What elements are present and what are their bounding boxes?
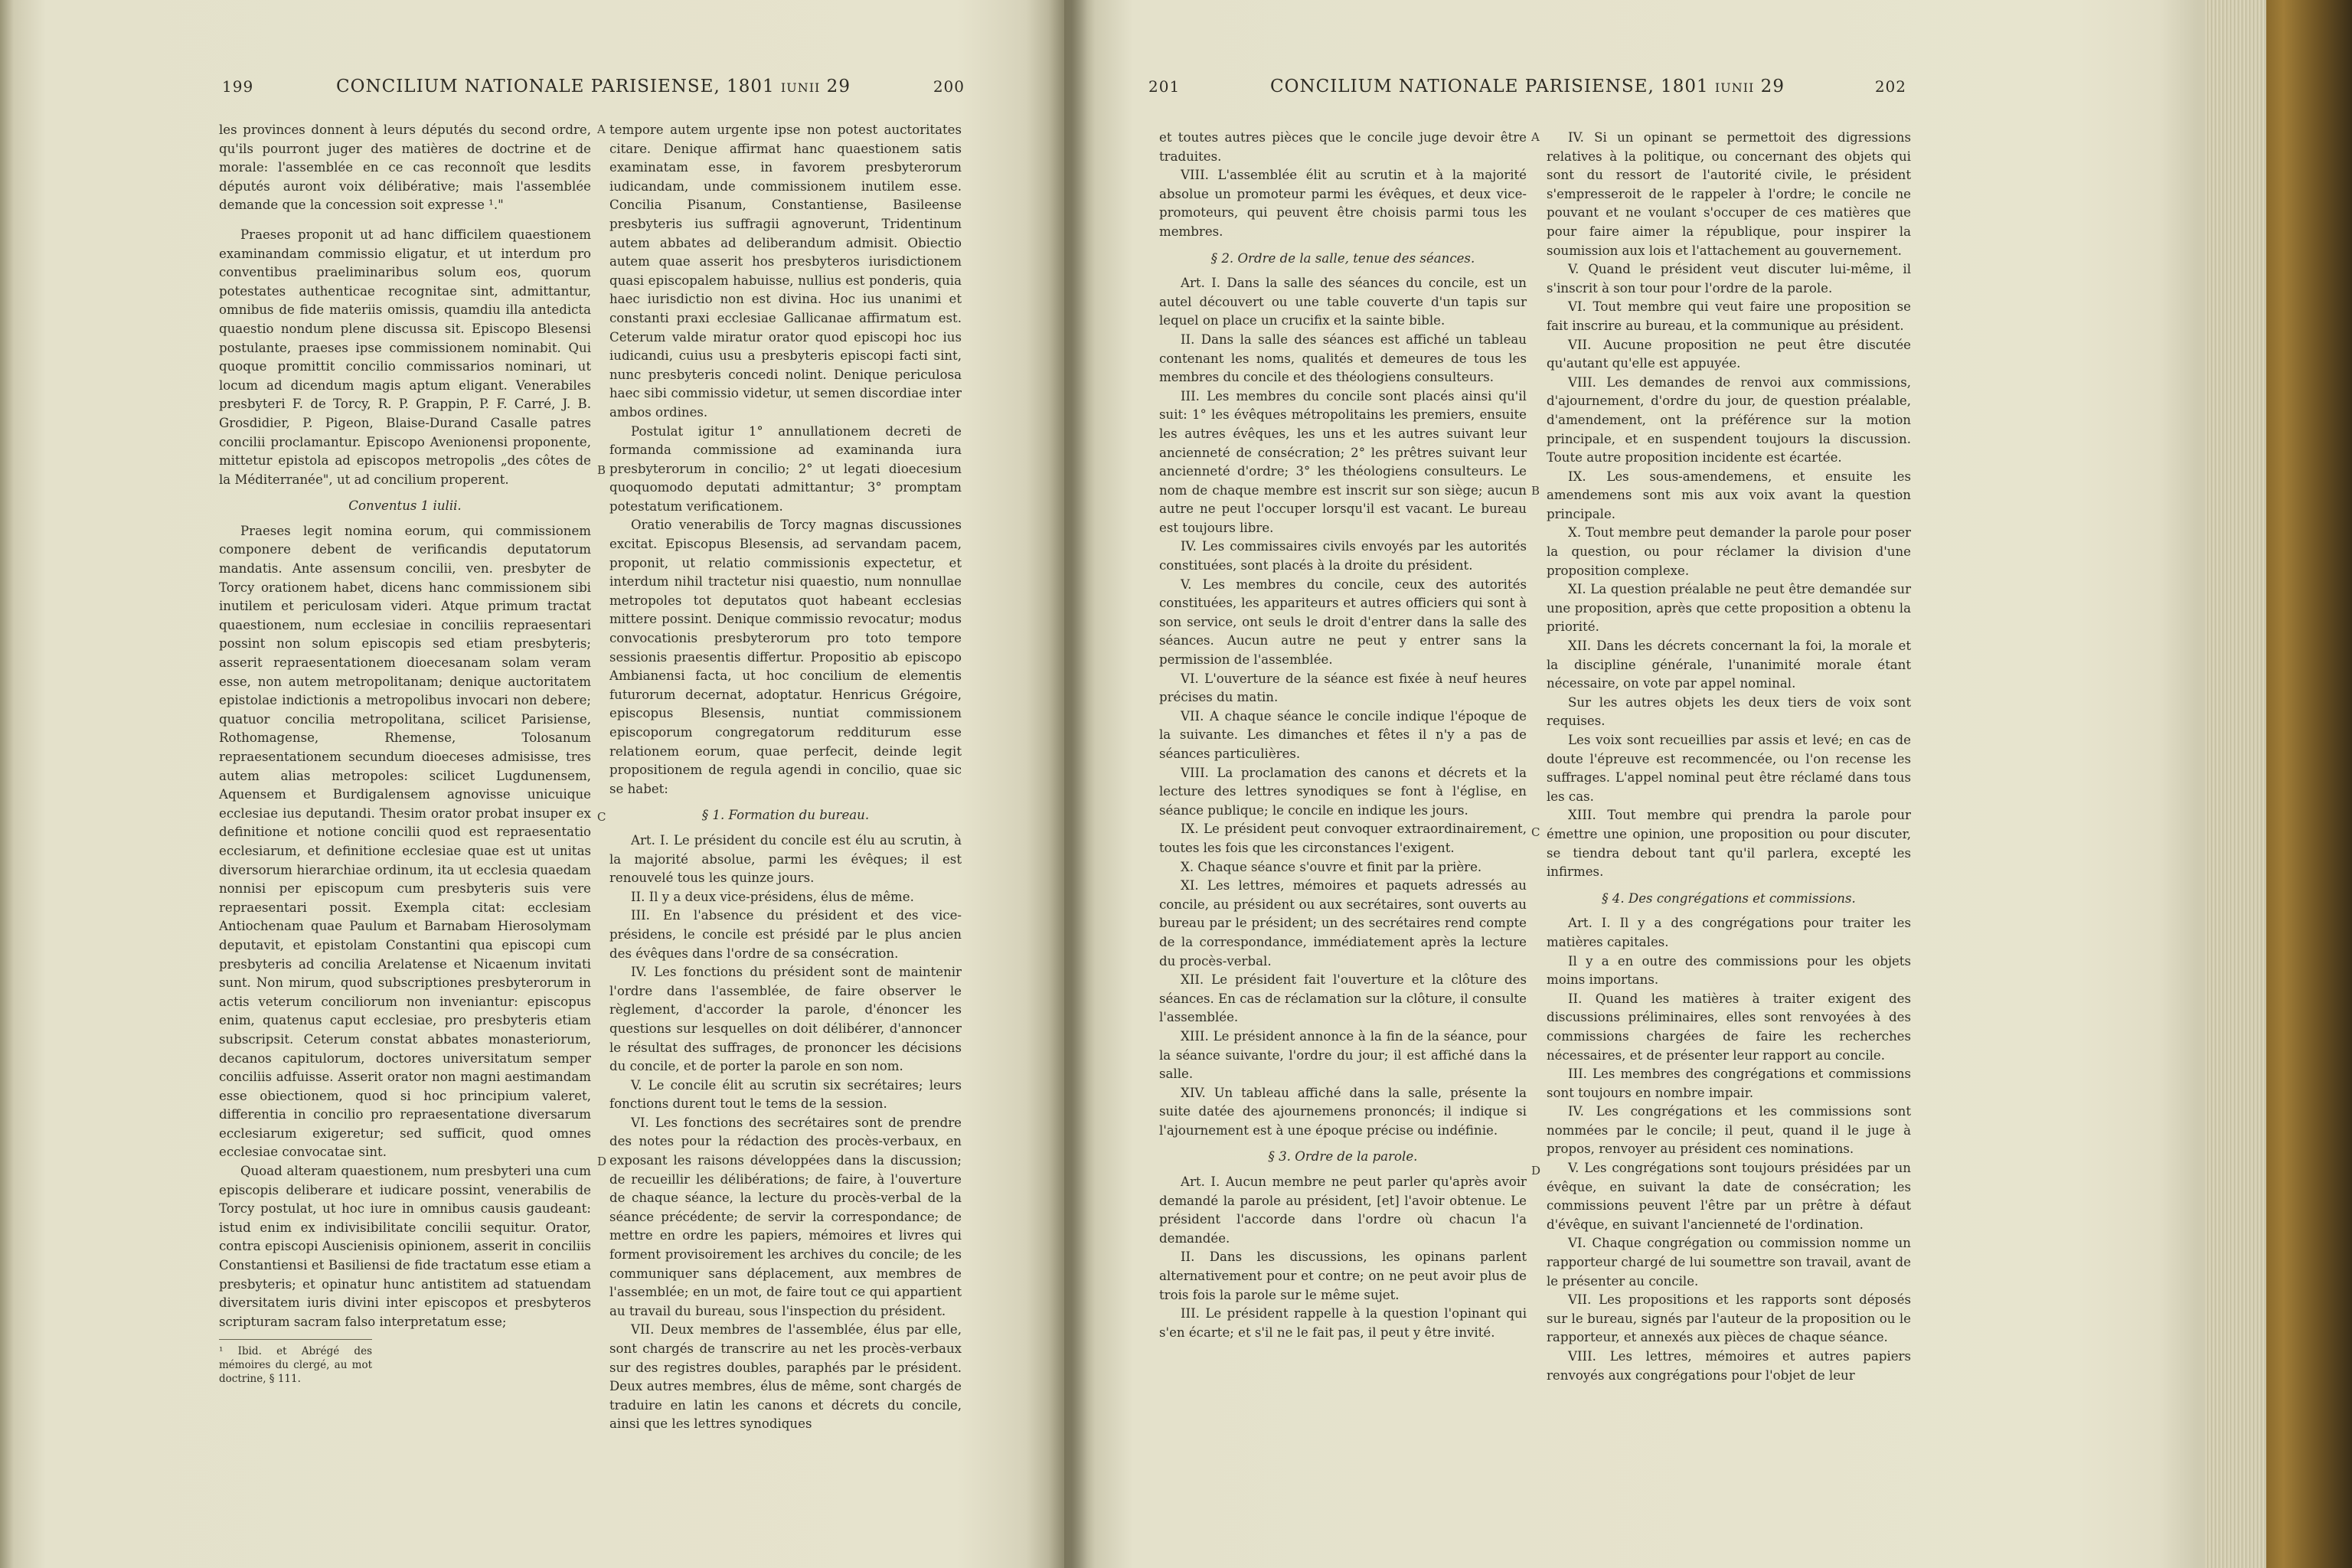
paragraph: X. Tout membre peut demander la parole pour poser la question, ou pour réclamer la division d'une proposition complexe. bbox=[1547, 525, 1911, 578]
paragraph: VII. A chaque séance le concile indique l'époque de la suivante. Les dimanches et fêtes il n'y a pas de séances particulières. bbox=[1159, 708, 1527, 761]
page-number-201: 201 bbox=[1148, 77, 1181, 96]
margin-letter-c: C bbox=[597, 810, 606, 824]
paragraph: XII. Dans les décrets concernant la foi, la morale et la discipline générale, l'unanimité morale étant nécessaire, on vote par appel nominal. bbox=[1547, 639, 1911, 691]
paragraph: II. Quand les matières à traiter exigent des discussions préliminaires, elles sont renvoyées à des commissions chargées de faire les recherches nécessaires, et de présenter leur rapport au concile. bbox=[1547, 991, 1911, 1063]
paragraph: Sur les autres objets les deux tiers de voix sont requises. bbox=[1547, 694, 1911, 729]
paragraph: III. Les membres du concile sont placés ainsi qu'il suit: 1° les évêques métropolitains les premiers, ensuite les autres évêques, les uns et les autres suivant leur ancienneté de consécration; 2° les prêtres suivant leur ancienneté d'ordre; 3° les théologiens consulteurs. Le nom de chaque membre est inscrit sur son siège; aucun autre ne peut l'occuper lorsqu'il est vacant. Le bureau est toujours libre. bbox=[1159, 388, 1527, 535]
paragraph: VIII. Les demandes de renvoi aux commissions, d'ajournement, d'ordre du jour, de question préalable, d'amendement, ont la préférence sur la motion principale, et en suspendent toujours la discussion. Toute autre proposition incidente est écartée. bbox=[1547, 374, 1911, 466]
section-heading: § 2. Ordre de la salle, tenue des séances. bbox=[1210, 250, 1475, 266]
left-page-column-2 bbox=[609, 121, 962, 1434]
paragraph: VI. Chaque congrégation ou commission nomme un rapporteur chargé de lui soumettre son travail, avant de le présenter au concile. bbox=[1547, 1236, 1911, 1289]
right-page-header bbox=[1148, 77, 1906, 107]
paragraph: VIII. La proclamation des canons et décrets et la lecture des lettres synodiques se font à l'église, en séance publique; le concile en indique les jours. bbox=[1159, 765, 1527, 818]
left-page-header bbox=[222, 77, 965, 107]
paragraph: XIII. Tout membre qui prendra la parole pour émettre une opinion, une proposition ou pour discuter, se tiendra debout tant qu'il parlera, excepté les infirmes. bbox=[1547, 808, 1911, 880]
paragraph: Praeses proponit ut ad hanc difficilem quaestionem examinandam commissio eligatur, et ut interdum pro conventibus praeliminaribus solum eos, quorum potestates authenticae recognitae sint, admittantur, omnibus de fide materiis omissis, quamdiu illa antedicta quaestio nondum plene discussa sit. Episcopo Blesensi postulante, praeses ipse commissionem nominabit. Qui quoque promittit concilio commissarios nominari, ut locum ad dicendum magis aptum eligant. Venerabiles presbyteri F. de Torcy, R. P. Grappin, P. F. Carré, J. B. Grosdidier, P. Pigeon, Blaise-Durand Casalle patres concilii proclamantur. Episcopo Avenionensi proponente, mittetur epistola ad episcopos metropolis „des côtes de la Méditerranée", ut ad concilium properent. bbox=[219, 227, 591, 487]
paragraph: VIII. L'assemblée élit au scrutin et à la majorité absolue un promoteur parmi les évêques, et deux vice-promoteurs, qui peuvent être choisis parmi tous les membres. bbox=[1159, 168, 1527, 239]
paragraph: VI. Tout membre qui veut faire une proposition se fait inscrire au bureau, et la communique au président. bbox=[1547, 299, 1911, 333]
paragraph: XII. Le président fait l'ouverture et la clôture des séances. En cas de réclamation sur la clôture, il consulte l'assemblée. bbox=[1159, 972, 1527, 1025]
paragraph: V. Quand le président veut discuter lui-même, il s'inscrit à son tour pour l'ordre de la parole. bbox=[1547, 262, 1911, 296]
paragraph: IX. Les sous-amendemens, et ensuite les amendemens sont mis aux voix avant la question principale. bbox=[1547, 469, 1911, 521]
paragraph: II. Dans les discussions, les opinans parlent alternativement pour et contre; on ne peut avoir plus de trois fois la parole sur le même sujet. bbox=[1159, 1250, 1527, 1302]
margin-letter-b: B bbox=[1531, 484, 1540, 498]
margin-letter-a: A bbox=[597, 122, 606, 136]
paragraph: V. Les congrégations sont toujours présidées par un évêque, en suivant la date de consécration; les commissions peuvent l'être par un prêtre à défaut d'évêque, en suivant l'ancienneté de l'ordination. bbox=[1547, 1161, 1911, 1232]
paragraph: II. Il y a deux vice-présidens, élus de même. bbox=[631, 889, 914, 904]
paragraph: XI. La question préalable ne peut être demandée sur une proposition, après que cette proposition a obtenu la priorité. bbox=[1547, 582, 1911, 635]
paragraph: IV. Si un opinant se permettoit des digressions relatives à la politique, ou concernant des objets qui sont du ressort de l'autorité civile, le président s'empresseroit de le rappeler à l'ordre; le concile ne pouvant et ne voulant s'occuper de ces matières que pour faire aimer la république, pour inspirer la soumission aux lois et l'attachement au gouvernement. bbox=[1547, 130, 1911, 258]
paragraph: VI. Les fonctions des secrétaires sont de prendre des notes pour la rédaction des procès-verbaux, en exposant les raisons développées dans la discussion; de recueillir les délibérations; de faire, à l'ouverture de chaque séance, la lecture du procès-verbal de la séance précédente; de servir la correspondance; de mettre en ordre les papiers, mémoires et livres qui forment provisoirement les archives du concile; de les communiquer sans déplacement, aux membres de l'assemblée; en un mot, de faire tout ce qui appartient au travail du bureau, sous l'inspection du président. bbox=[609, 1115, 962, 1318]
paragraph: IV. Les fonctions du président sont de maintenir l'ordre dans l'assemblée, de faire observer le règlement, d'accorder la parole, d'énoncer les questions sur lesquelles on doit délibérer, d'annoncer le résultat des suffrages, de prononcer les décisions du concile, et de porter la parole en son nom. bbox=[609, 965, 962, 1074]
paragraph: V. Le concile élit au scrutin six secrétaires; leurs fonctions durent tout le tems de la session. bbox=[609, 1077, 962, 1112]
paragraph: Il y a en outre des commissions pour les objets moins importans. bbox=[1547, 953, 1911, 988]
paragraph: Praeses legit nomina eorum, qui commissionem componere debent de verificandis deputatorum mandatis. Ante assensum concilii, ven. presbyter de Torcy orationem habet, dicens hanc commissionem sibi inutilem et periculosam videri. Atque primum tractat quaestionem, num ecclesiae in conciliis repraesentari possint non solum episcopis sed etiam presbyteris; asserit repraesentationem dioecesanam solam veram esse, non autem metropolitanam; denique auctoritatem epistolae indictionis a metropolibus invocari non debere; quatuor concilia metropolitana, scilicet Parisiense, Rothomagense, Rhemense, Tolosanum repraesentationem secundum dioeceses admisisse, tres autem alias metropoles: scilicet Lugdunensem, Aquensem et Burdigalensem agnovisse unicuique ecclesiae ius deputandi. Thesim orator probat insuper ex definitione et notione concilii quod est repraesentatio ecclesiarum, et definitione ecclesiae quae est ut unitas diversorum hierarchiae ordinum, ita ut ecclesia quaedam nonnisi per episcopum cum presbyteris suis vere repraesentari possit. Exempla citat: ecclesiam Antiochenam quae Paulum et Barnabam Hierosolymam deputavit, et epistolam Constantini qua episcopi cum presbyteris ad concilia Arelatense et Nicaenum invitati sunt. Non mirum, quod subscriptiones presbyterorum in actis veterum conciliorum non inveniantur: episcopus enim, quatenus caput ecclesiae, pro presbyteris etiam subscripsit. Ceterum constat abbates monasteriorum, decanos capitulorum, doctores universitatum semper conciliis adfuisse. Asserit orator non magni aestimandam esse obiectionem, quod si hoc principium valeret, differentia in concilio pro repraesentatione diversarum ecclesiarum exigeretur; sed sufficit, quod omnes ecclesiae convocatae sint. bbox=[219, 523, 591, 1160]
paragraph: tempore autem urgente ipse non potest auctoritates citare. Denique affirmat hanc quaestionem satis examinatam esse, in favorem presbyterorum iudicandam, unde commissionem inutilem esse. Concilia Pisanum, Constantiense, Basileense presbyteris ius suffragii agnoverunt, Tridentinum autem abbates ad deliberandum admisit. Obiectio autem quae asserit hos presbyteros iurisdictionem quasi episcopalem habuisse, nullius est ponderis, quia haec iurisdictio non est divina. Hoc ius unanimi et constanti praxi ecclesiae Gallicanae affirmatum est. Ceterum valde miratur orator quod episcopi hoc ius iudicandi, cuius usu a presbyteris episcopi facti sint, nunc presbyteris concedi nolint. Denique periculosa haec sibi commissio videtur, ut semen discordiae inter ambos ordines. bbox=[609, 122, 962, 420]
book-cover-edge bbox=[2266, 0, 2352, 1568]
page-number-199: 199 bbox=[222, 77, 254, 96]
paragraph: les provinces donnent à leurs députés du second ordre, qu'ils pourront juger des matières de doctrine et de morale: l'assemblée en ce cas reconnoît que lesdits députés auront voix délibérative; mais l'assemblée demande que la concession soit expresse ¹." bbox=[219, 122, 591, 213]
page-number-200: 200 bbox=[933, 77, 965, 96]
running-title-right: CONCILIUM NATIONALE PARISIENSE, 1801 iunii 29 bbox=[1270, 77, 1785, 96]
paragraph: XIII. Le président annonce à la fin de la séance, pour la séance suivante, l'ordre du jour; il est affiché dans la salle. bbox=[1159, 1028, 1527, 1082]
paragraph: Quoad alteram quaestionem, num presbyteri una cum episcopis deliberare et iudicare possint, venerabilis de Torcy postulat, ut hoc iure in omnibus causis gaudeant: istud enim ex indivisibilitate concilii sequitur. Orator, contra episcopi Auscienisis opinionem, asserit in conciliis Constantiensi et Basiliensi de fide tractatum esse etiam a presbyteris; et opinatur hunc antistitem ad statuendam diversitatem iuris divini inter episcopos et presbyteros scripturam sacram falso interpretatum esse; bbox=[219, 1164, 591, 1329]
section-heading: § 3. Ordre de la parole. bbox=[1268, 1149, 1418, 1165]
right-page-column-1 bbox=[1159, 129, 1527, 1342]
paragraph: VII. Deux membres de l'assemblée, élus par elle, sont chargés de transcrire au net les procès-verbaux sur des registres doubles, paraphés par le président. Deux autres membres, élus de même, sont chargés de traduire en latin les canons et décrets du concile, ainsi que les lettres synodiques bbox=[609, 1322, 962, 1432]
paragraph: III. Les membres des congrégations et commissions sont toujours en nombre impair. bbox=[1547, 1067, 1911, 1100]
paragraph: Oratio venerabilis de Torcy magnas discussiones excitat. Episcopus Blesensis, ad servandam pacem, proponit, ut relatio commissionis expectetur, et interdum nihil tractetur nisi quaestio, num nonnullae metropoles tot deputatos quot habeant ecclesias mittere possint. Denique commissio revocatur; modus convocationis presbyterorum pro toto tempore sessionis praesentis differtur. Propositio ab episcopo Ambianensi facta, ut hoc concilium de elementis futurorum decernat, adoptatur. Henricus Grégoire, episcopus Blesensis, nuntiat commissionem episcoporum congregatorum redditurum esse relationem eorum, quae perfecit, deinde legit propositionem de regula agendi in concilio, quae sic se habet: bbox=[609, 518, 962, 796]
footnote: ¹ Ibid. et Abrégé des mémoires du clergé, au mot doctrine, § 111. bbox=[219, 1339, 372, 1386]
paragraph: IV. Les commissaires civils envoyés par les autorités constituées, sont placés à la droite du président. bbox=[1159, 539, 1527, 573]
paragraph: V. Les membres du concile, ceux des autorités constituées, les appariteurs et autres officiers qui sont à son service, ont seuls le droit d'entrer dans la salle des séances. Aucun autre ne peut y entrer sans la permission de l'assemblée. bbox=[1159, 577, 1527, 668]
paragraph: XIV. Un tableau affiché dans la salle, présente la suite datée des ajournemens prononcés; il indique si l'ajournement est à une époque précise ou indéfinie. bbox=[1159, 1085, 1527, 1138]
margin-letter-b: B bbox=[597, 463, 606, 477]
page-number-202: 202 bbox=[1874, 77, 1906, 96]
paragraph: IV. Les congrégations et les commissions sont nommées par le concile; il peut, quand il le juge à propos, renvoyer au président ces nominations. bbox=[1547, 1104, 1911, 1157]
paragraph: XI. Les lettres, mémoires et paquets adressés au concile, au président ou aux secrétaires, sont ouverts au bureau par le président; un des secrétaires rend compte de la correspondance, immédiatement après la lecture du procès-verbal. bbox=[1159, 878, 1527, 969]
paragraph: Les voix sont recueillies par assis et levé; en cas de doute l'épreuve est recommencée, ou l'on recense les suffrages. L'appel nominal peut être réclamé dans tous les cas. bbox=[1547, 733, 1911, 804]
paragraph: VI. L'ouverture de la séance est fixée à neuf heures précises du matin. bbox=[1159, 671, 1527, 705]
paragraph: et toutes autres pièces que le concile juge devoir être traduites. bbox=[1159, 130, 1527, 164]
section-heading: § 1. Formation du bureau. bbox=[701, 808, 870, 823]
paragraph: Art. I. Dans la salle des séances du concile, est un autel découvert ou une table couverte d'un tapis sur lequel on place un crucifix et la sainte bible. bbox=[1159, 276, 1527, 328]
section-heading: Conventus 1 iulii. bbox=[348, 498, 462, 514]
paragraph: VII. Les propositions et les rapports sont déposés sur le bureau, signés par l'auteur de la proposition ou le rapporteur, et annexés aux pièces de chaque séance. bbox=[1547, 1292, 1911, 1345]
margin-letter-d: D bbox=[1531, 1164, 1541, 1178]
margin-letter-d: D bbox=[597, 1155, 607, 1168]
margin-letter-c: C bbox=[1531, 825, 1540, 839]
paragraph: IX. Le président peut convoquer extraordinairement, toutes les fois que les circonstances l'exigent. bbox=[1159, 822, 1527, 855]
paragraph: Art. I. Le président du concile est élu au scrutin, à la majorité absolue, parmi les évêques; il est renouvelé tous les quinze jours. bbox=[609, 832, 962, 886]
paragraph: III. Le président rappelle à la question l'opinant qui s'en écarte; et s'il ne le fait pas, il peut y être invité. bbox=[1159, 1306, 1527, 1340]
paragraph: VII. Aucune proposition ne peut être discutée qu'autant qu'elle est appuyée. bbox=[1547, 337, 1911, 371]
paragraph: III. En l'absence du président et des vice-présidens, le concile est présidé par le plus ancien des évêques dans l'ordre de sa consécration. bbox=[609, 908, 962, 961]
left-page-column-1 bbox=[219, 121, 591, 1386]
paragraph: Art. I. Il y a des congrégations pour traiter les matières capitales. bbox=[1547, 916, 1911, 949]
right-page-column-2 bbox=[1547, 129, 1911, 1385]
paragraph: X. Chaque séance s'ouvre et finit par la prière. bbox=[1181, 859, 1482, 874]
running-title-left: CONCILIUM NATIONALE PARISIENSE, 1801 iunii 29 bbox=[336, 77, 851, 96]
section-heading: § 4. Des congrégations et commissions. bbox=[1602, 890, 1856, 906]
paragraph: VIII. Les lettres, mémoires et autres papiers renvoyés aux congrégations pour l'objet de leur bbox=[1547, 1349, 1911, 1383]
book-gutter bbox=[1049, 0, 1095, 1568]
left-page bbox=[0, 0, 1064, 1568]
margin-letter-a: A bbox=[1531, 130, 1540, 144]
paragraph: II. Dans la salle des séances est affiché un tableau contenant les noms, qualités et demeures de tous les membres du concile et des théologiens consulteurs. bbox=[1159, 332, 1527, 385]
right-page bbox=[1064, 0, 2297, 1568]
paragraph: Postulat igitur 1° annullationem decreti de formanda commissione ad examinanda iura presbyterorum in concilio; 2° ut legati dioecesium quoquomodo deputati admittantur; 3° promptam potestatum verificationem. bbox=[609, 423, 962, 514]
paragraph: Art. I. Aucun membre ne peut parler qu'après avoir demandé la parole au président, [et] l'avoir obtenue. Le président l'accorde dans l'ordre où chacun l'a demandée. bbox=[1159, 1174, 1527, 1246]
